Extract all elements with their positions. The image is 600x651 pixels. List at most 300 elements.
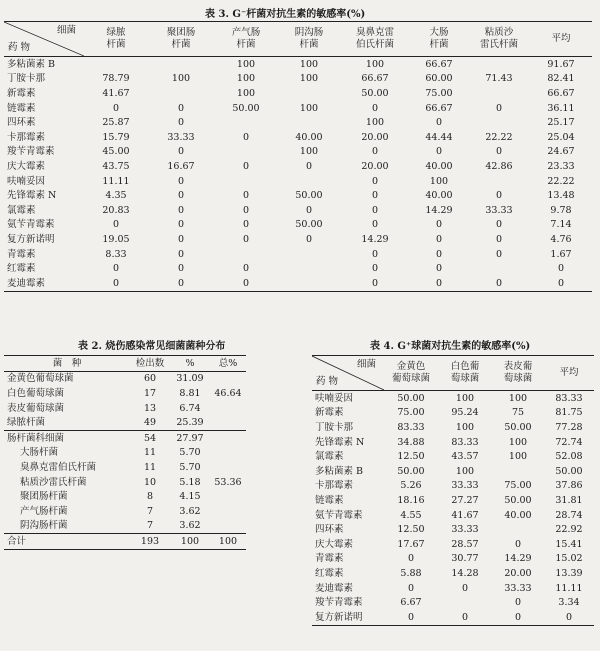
table4-value-cell: 4.55 — [400, 509, 422, 521]
table4-value-cell: 34.88 — [397, 436, 425, 448]
table4-value-cell: 75 — [511, 407, 525, 419]
table4-value-cell: 83.33 — [397, 421, 425, 433]
table4-value-cell: 100 — [455, 392, 475, 404]
table3-row — [4, 115, 592, 130]
table2-total-row — [4, 534, 246, 550]
table2-count: 13 — [143, 402, 157, 414]
table3-value-cell: 0 — [112, 277, 120, 289]
table2-pct: 3.62 — [179, 520, 201, 532]
table4-row — [312, 406, 594, 421]
table4-value-cell — [492, 522, 544, 537]
table4-value-cell: 0 — [407, 553, 415, 565]
table3-value-cell: 40.00 — [295, 131, 323, 143]
table3-value-cell: 100 — [299, 58, 319, 70]
table2-total-count: 193 — [140, 535, 160, 547]
table3-drug-name: 羧苄青霉素 — [7, 146, 55, 158]
table4-drug-name: 链霉素 — [315, 494, 344, 506]
table3-row — [4, 86, 592, 101]
table3-drug-name: 先锋霉素 N — [7, 190, 57, 202]
table3-value-cell: 100 — [236, 58, 256, 70]
table3-value-cell: 100 — [299, 102, 319, 114]
table4-drug-name: 多粘菌素 B — [315, 465, 364, 477]
table3-drug-name: 氨苄青霉素 — [7, 219, 55, 231]
table3-value-cell: 100 — [236, 87, 256, 99]
table3-header-1-line: 杆菌 — [171, 39, 191, 50]
table3-header-3-line: 阴沟肠 — [294, 27, 324, 38]
table3-value-cell: 23.33 — [547, 160, 575, 172]
table3-value-cell: 33.33 — [485, 204, 513, 216]
table3-value-cell: 100 — [299, 73, 319, 85]
table3-value-cell: 0 — [495, 190, 503, 202]
table4-value-cell: 50.00 — [504, 421, 532, 433]
table3-value-cell: 0 — [371, 277, 379, 289]
table3-value-cell: 36.11 — [547, 102, 575, 114]
table2-pct: 4.15 — [179, 491, 201, 503]
table3-row — [4, 101, 592, 116]
table4-value-cell: 50.00 — [397, 465, 425, 477]
table4-value-cell: 77.28 — [555, 421, 583, 433]
table4-value-cell: 95.24 — [451, 407, 479, 419]
table3-value-cell: 0 — [305, 160, 313, 172]
table3-value-cell: 0 — [305, 233, 313, 245]
table3-value-cell: 0 — [557, 263, 565, 275]
table3-value-cell: 0 — [557, 277, 565, 289]
table3-value-cell: 0 — [435, 233, 443, 245]
table2-count: 10 — [143, 476, 157, 488]
table3-value-cell: 0 — [242, 277, 250, 289]
table4-value-cell: 14.28 — [451, 567, 479, 579]
table4-value-cell: 0 — [514, 597, 522, 609]
table3-value-cell: 0 — [177, 219, 185, 231]
table4-value-cell: 50.00 — [397, 392, 425, 404]
table3-value-cell: 78.79 — [102, 73, 130, 85]
table3-value-cell: 0 — [371, 248, 379, 260]
table3-value-cell: 20.00 — [361, 131, 389, 143]
table4-value-cell: 50.00 — [504, 494, 532, 506]
table3-value-cell: 0 — [177, 204, 185, 216]
table4-value-cell: 30.77 — [451, 553, 479, 565]
table3-value-cell: 0 — [242, 219, 250, 231]
table3-drug-name: 丁胺卡那 — [7, 73, 46, 85]
table3-value-cell: 0 — [435, 146, 443, 158]
table4-value-cell: 100 — [508, 451, 528, 463]
table3-value-cell — [214, 247, 278, 262]
table3-value-cell: 4.76 — [550, 233, 572, 245]
table4-value-cell: 18.16 — [397, 494, 425, 506]
table2-row — [4, 415, 246, 430]
table4-row — [312, 464, 594, 479]
table4-value-cell: 50.00 — [555, 465, 583, 477]
table3-value-cell: 0 — [242, 204, 250, 216]
table2-pct: 5.70 — [179, 461, 201, 473]
table2-header-pct: % — [185, 357, 195, 369]
table3-value-cell: 22.22 — [485, 131, 513, 143]
table4-value-cell: 0 — [565, 611, 573, 623]
table2-bacteria-name: 产气肠杆菌 — [20, 505, 68, 517]
table3-row — [4, 247, 592, 262]
table4-value-cell: 14.29 — [504, 553, 532, 565]
table4-caption: 表 4. G⁺球菌对抗生素的敏感率(%) — [370, 341, 531, 352]
table2-caption: 表 2. 烧伤感染常见细菌菌种分布 — [78, 341, 226, 352]
table3-drug-name: 呋喃妥因 — [7, 175, 46, 187]
table4-value-cell: 27.27 — [451, 494, 479, 506]
table4-corner-header — [312, 356, 384, 391]
table3-drug-name: 青霉素 — [7, 248, 36, 260]
table4-row — [312, 479, 594, 494]
table3-value-cell: 0 — [177, 248, 185, 260]
table3-value-cell — [468, 261, 530, 276]
table3-row — [4, 72, 592, 87]
table3-value-cell: 25.87 — [102, 117, 130, 129]
table3-value-cell: 14.29 — [425, 204, 453, 216]
table3-value-cell: 22.22 — [547, 175, 575, 187]
table3-value-cell — [214, 145, 278, 160]
table3-value-cell: 100 — [365, 58, 385, 70]
table4-row — [312, 493, 594, 508]
table3-value-cell: 66.67 — [425, 102, 453, 114]
table2-total-label: 合计 — [7, 535, 27, 547]
table3-row — [4, 57, 592, 72]
table3-header-4-line: 伯氏杆菌 — [355, 39, 394, 50]
table4-value-cell: 0 — [514, 611, 522, 623]
table3-header-5-line: 大肠 — [429, 27, 449, 38]
table3-value-cell: 50.00 — [295, 219, 323, 231]
table4-value-cell: 100 — [508, 436, 528, 448]
table3-drug-name: 氯霉素 — [7, 204, 36, 216]
table3-value-cell: 100 — [236, 73, 256, 85]
table3-value-cell: 16.67 — [167, 160, 195, 172]
table4-value-cell: 5.88 — [400, 567, 422, 579]
table2-total-pct — [210, 446, 246, 461]
table4-drug-name: 氯霉素 — [315, 451, 344, 463]
table4-value-cell: 12.50 — [397, 451, 425, 463]
table2-bacteria-name: 阴沟肠杆菌 — [20, 520, 68, 532]
table2-pct: 5.18 — [179, 476, 201, 488]
table3-header-2-line: 杆菌 — [236, 39, 256, 50]
table2-row — [4, 386, 246, 401]
table4-value-cell: 20.00 — [504, 567, 532, 579]
table3-value-cell: 66.67 — [361, 73, 389, 85]
table3-drug-name: 麦迪霉素 — [7, 277, 46, 289]
table2-count: 11 — [143, 447, 157, 459]
table3-value-cell: 0 — [177, 175, 185, 187]
table3-row — [4, 218, 592, 233]
table3-value-cell — [148, 57, 214, 72]
table3-value-cell: 25.04 — [547, 131, 575, 143]
table3-header-6-line: 粘质沙 — [484, 27, 514, 38]
table3-row — [4, 188, 592, 203]
table3-value-cell: 0 — [242, 160, 250, 172]
table3-value-cell: 66.67 — [425, 58, 453, 70]
table4-value-cell: 75.00 — [504, 480, 532, 492]
table4-row — [312, 508, 594, 523]
table4-drug-name: 红霉素 — [315, 567, 344, 579]
table3-value-cell: 0 — [242, 263, 250, 275]
table4-value-cell: 0 — [407, 582, 415, 594]
table3-drug-name: 红霉素 — [7, 263, 36, 275]
table3-row — [4, 159, 592, 174]
table3-header-4 — [340, 22, 410, 57]
table3-value-cell: 100 — [299, 146, 319, 158]
table4-drug-name: 丁胺卡那 — [315, 421, 354, 433]
table3-value-cell: 20.83 — [102, 204, 130, 216]
table3-value-cell: 0 — [435, 117, 443, 129]
table4-corner-drug: 药 物 — [316, 376, 339, 387]
table3-header-5-line: 杆菌 — [429, 39, 449, 50]
table4-drug-name: 庆大霉素 — [315, 538, 354, 550]
table2-total-pct: 53.36 — [214, 476, 242, 488]
table3-header-3-line: 杆菌 — [299, 39, 319, 50]
table4-header-0 — [384, 356, 438, 391]
table4-value-cell: 37.86 — [555, 480, 583, 492]
table3-value-cell — [84, 57, 148, 72]
table2-bacteria-name: 粘质沙雷氏杆菌 — [20, 476, 87, 488]
table3-header-6-line: 雷氏杆菌 — [479, 39, 518, 50]
table3-value-cell: 0 — [371, 175, 379, 187]
table4-value-cell: 52.08 — [555, 451, 583, 463]
table4-value-cell: 0 — [461, 611, 469, 623]
table2-total-total: 100 — [218, 535, 238, 547]
table2-count: 54 — [143, 432, 157, 444]
table3-value-cell: 25.17 — [547, 117, 575, 129]
table2-total-pct — [210, 504, 246, 519]
table4-drug-name: 卡那霉素 — [315, 480, 354, 492]
table3-value-cell: 0 — [435, 219, 443, 231]
table3-value-cell: 0 — [305, 204, 313, 216]
table3-value-cell: 0 — [371, 190, 379, 202]
table3-value-cell: 0 — [495, 248, 503, 260]
table3-header-1 — [148, 22, 214, 57]
table3-value-cell: 43.75 — [102, 160, 130, 172]
table3-row — [4, 145, 592, 160]
table3-value-cell: 0 — [495, 219, 503, 231]
table2-pct: 31.09 — [176, 373, 204, 385]
table4-header-2-line: 萄球菌 — [503, 373, 533, 384]
table2-bacteria-name: 白色葡萄球菌 — [7, 387, 65, 399]
table4-row — [312, 610, 594, 625]
table3-header-1-line: 聚团肠 — [166, 27, 196, 38]
table3-value-cell: 50.00 — [232, 102, 260, 114]
table4-value-cell: 15.02 — [555, 553, 583, 565]
table4-body — [312, 391, 594, 626]
table4-drug-name: 氨苄青霉素 — [315, 509, 363, 521]
table4-row — [312, 581, 594, 596]
table2-pct: 25.39 — [176, 417, 204, 429]
table4-value-cell: 28.74 — [555, 509, 583, 521]
table3-drug-name: 新霉素 — [7, 87, 36, 99]
table3-value-cell: 20.00 — [361, 160, 389, 172]
table4-value-cell: 22.92 — [555, 524, 583, 536]
table2-row — [4, 519, 246, 534]
table4-value-cell: 33.33 — [451, 524, 479, 536]
table3-value-cell: 44.44 — [425, 131, 453, 143]
table3-value-cell: 40.00 — [425, 190, 453, 202]
table4-drug-name: 麦迪霉素 — [315, 582, 354, 594]
table4-drug-name: 四环素 — [315, 524, 344, 536]
table4-row — [312, 420, 594, 435]
table4-header-1-line: 萄球菌 — [450, 373, 480, 384]
table4-header-1 — [438, 356, 492, 391]
table3-header-2-line: 产气肠 — [231, 27, 261, 38]
table2-total-pct: 46.64 — [214, 387, 242, 399]
table3-drug-name: 复方新诺明 — [7, 233, 55, 245]
table4-row — [312, 595, 594, 610]
table2-pct: 27.97 — [176, 432, 204, 444]
table3-corner-drug: 药 物 — [8, 42, 31, 53]
table2-pct: 3.62 — [179, 505, 201, 517]
table3-drug-name: 多粘菌素 B — [7, 58, 56, 70]
table3-value-cell: 0 — [177, 233, 185, 245]
table3-value-cell — [468, 86, 530, 101]
table3-value-cell: 33.33 — [167, 131, 195, 143]
table4-drug-name: 羧苄青霉素 — [315, 597, 363, 609]
table3-value-cell: 0 — [177, 146, 185, 158]
table3-value-cell: 4.35 — [105, 190, 127, 202]
table3-value-cell — [278, 115, 340, 130]
table2-bacteria-name: 肠杆菌科细菌 — [7, 432, 65, 444]
table3-value-cell: 0 — [177, 190, 185, 202]
table4-value-cell: 100 — [455, 465, 475, 477]
table4-drug-name: 复方新诺明 — [315, 611, 363, 623]
table4-value-cell: 75.00 — [397, 407, 425, 419]
table4-corner-bacteria: 细菌 — [356, 359, 376, 370]
table4-row — [312, 391, 594, 406]
table3-drug-name: 四环素 — [7, 117, 36, 129]
table3-header-2 — [214, 22, 278, 57]
table3-value-cell: 45.00 — [102, 146, 130, 158]
table4-value-cell: 6.67 — [400, 597, 422, 609]
table2-row — [4, 475, 246, 490]
table2-bacteria-name: 表皮葡萄球菌 — [7, 402, 65, 414]
table3-value-cell: 0 — [177, 117, 185, 129]
table3-value-cell: 8.33 — [105, 248, 127, 260]
table4-value-cell: 11.11 — [555, 582, 583, 594]
table2-count: 60 — [143, 373, 157, 385]
table3-value-cell: 0 — [242, 190, 250, 202]
table3-value-cell — [468, 174, 530, 189]
table4-header-0-line: 金黄色 — [396, 361, 426, 372]
table3-value-cell — [148, 86, 214, 101]
table4-row — [312, 522, 594, 537]
table3-value-cell: 66.67 — [547, 87, 575, 99]
table4-header-2 — [492, 356, 544, 391]
table2-bacteria-name: 大肠杆菌 — [20, 447, 59, 459]
table3-header-7-line: 平均 — [551, 33, 571, 44]
table3-value-cell — [468, 115, 530, 130]
table3-drug-name: 卡那霉素 — [7, 131, 46, 143]
table4-header-3 — [544, 356, 594, 391]
table4-value-cell: 12.50 — [397, 524, 425, 536]
table4-value-cell: 40.00 — [504, 509, 532, 521]
table4-value-cell — [492, 464, 544, 479]
table3-value-cell: 1.67 — [550, 248, 572, 260]
table2-row — [4, 401, 246, 416]
table2-header-row — [4, 356, 246, 372]
table3-value-cell — [468, 57, 530, 72]
table2-row — [4, 489, 246, 504]
table3-value-cell: 0 — [242, 131, 250, 143]
table2-row — [4, 446, 246, 461]
table4-value-cell: 17.67 — [397, 538, 425, 550]
table3-value-cell: 60.00 — [425, 73, 453, 85]
table3-value-cell — [278, 247, 340, 262]
table3-value-cell: 82.41 — [547, 73, 575, 85]
table2-total-pct — [210, 415, 246, 430]
table3-value-cell — [214, 174, 278, 189]
table3-value-cell: 0 — [495, 277, 503, 289]
table2-count: 7 — [146, 520, 154, 532]
table3-value-cell: 0 — [435, 277, 443, 289]
table4-value-cell: 13.39 — [555, 567, 583, 579]
table4-drug-name: 先锋霉素 N — [315, 436, 365, 448]
table3-value-cell: 50.00 — [295, 190, 323, 202]
table4-value-cell: 5.26 — [400, 480, 422, 492]
table4-row — [312, 537, 594, 552]
table4-drug-name: 新霉素 — [315, 407, 344, 419]
table3-value-cell: 41.67 — [102, 87, 130, 99]
table4-value-cell: 41.67 — [451, 509, 479, 521]
table4-value-cell: 15.41 — [555, 538, 583, 550]
table3-drug-name: 庆大霉素 — [7, 160, 46, 172]
table2-pct: 8.81 — [179, 387, 201, 399]
table3-value-cell — [278, 86, 340, 101]
table3-value-cell: 0 — [112, 102, 120, 114]
table3-row — [4, 203, 592, 218]
table2-total-pct — [210, 371, 246, 386]
table4-value-cell: 33.33 — [451, 480, 479, 492]
table3-value-cell: 50.00 — [361, 87, 389, 99]
table3-value-cell: 0 — [435, 248, 443, 260]
table2-total-pct — [210, 519, 246, 534]
table2-count: 11 — [143, 461, 157, 473]
table2-bacteria-name: 聚团肠杆菌 — [20, 491, 68, 503]
table3-row — [4, 276, 592, 291]
table4-value-cell: 28.57 — [451, 538, 479, 550]
table2-header-total: 总% — [218, 357, 238, 369]
table3-row — [4, 261, 592, 276]
table3-value-cell: 75.00 — [425, 87, 453, 99]
table4-row — [312, 566, 594, 581]
table3-g-negative-sensitivity — [4, 21, 592, 292]
table3-value-cell: 0 — [177, 102, 185, 114]
table2-total-pct — [210, 430, 246, 445]
table3-value-cell: 0 — [112, 219, 120, 231]
table3-value-cell: 0 — [112, 263, 120, 275]
table3-caption: 表 3. G⁻杆菌对抗生素的敏感率(%) — [205, 9, 366, 20]
table4-header-1-line: 白色葡 — [450, 361, 480, 372]
table2-total-pct — [210, 460, 246, 475]
table4-drug-name: 青霉素 — [315, 553, 344, 565]
table3-value-cell — [278, 174, 340, 189]
table3-value-cell: 0 — [177, 263, 185, 275]
table3-value-cell: 91.67 — [547, 58, 575, 70]
table4-header-0-line: 葡萄球菌 — [391, 373, 430, 384]
table4-value-cell: 43.57 — [451, 451, 479, 463]
table3-value-cell: 7.14 — [550, 219, 572, 231]
table3-value-cell: 19.05 — [102, 233, 130, 245]
table4-value-cell: 100 — [508, 392, 528, 404]
table3-value-cell: 42.86 — [485, 160, 513, 172]
table4-value-cell: 31.81 — [555, 494, 583, 506]
table2-bacteria-distribution — [4, 355, 246, 550]
table3-value-cell: 100 — [365, 117, 385, 129]
table3-header-7 — [530, 22, 592, 57]
table3-value-cell: 0 — [371, 219, 379, 231]
table3-header-0-line: 杆菌 — [106, 39, 126, 50]
table2-count: 49 — [143, 417, 157, 429]
table2-row — [4, 504, 246, 519]
table3-value-cell: 0 — [495, 146, 503, 158]
